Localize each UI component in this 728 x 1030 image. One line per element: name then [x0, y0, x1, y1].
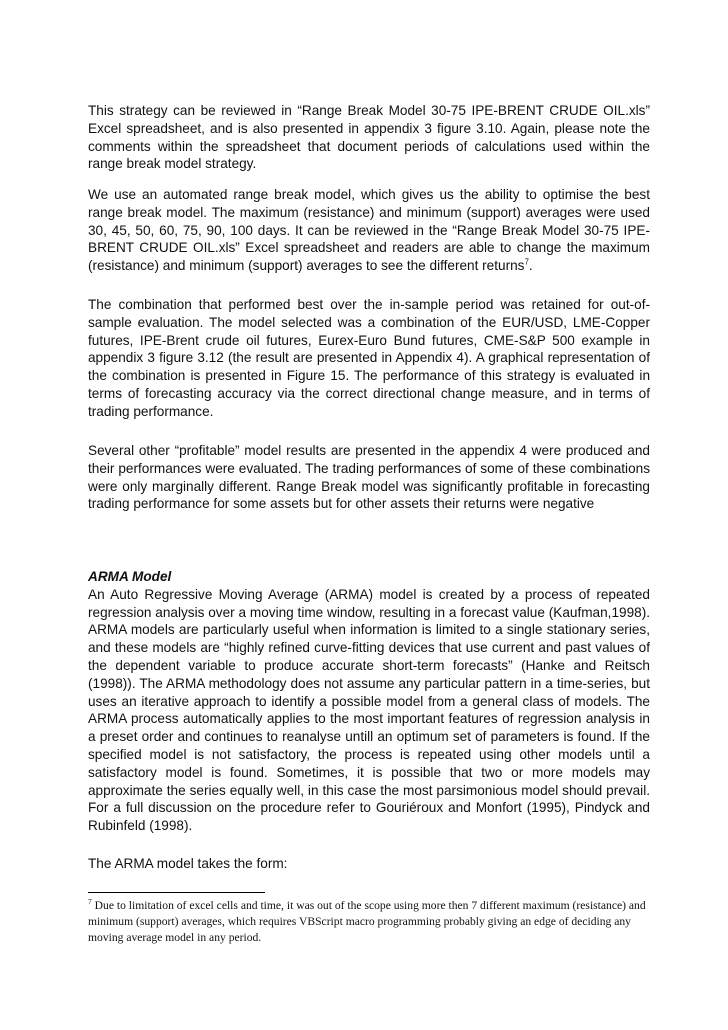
footnote-text: Due to limitation of excel cells and time, it was out of the scope using more then 7 different maximum (resistance) and minimum (support) averages, which requires VBScript macro programming probably giving an edge of deciding any moving average model in any period. [88, 899, 646, 944]
footnote-reference[interactable]: 7 [524, 257, 529, 267]
paragraph-end-punctuation: . [528, 258, 533, 274]
paragraph-arma-form: The ARMA model takes the form: [88, 856, 288, 871]
paragraph-automated-range-break-text: We use an automated range break model, which gives us the ability to optimise the best range break model. The maximum (resistance) and minimum (support) averages were used 30, 45, 50, 60, 75, 90, 100 days. It can be reviewed in the “Range Break Model 30-75 IPE-BRENT CRUDE OIL.xls” Excel spreadsheet and readers are able to change the maximum (resistance) and minimum (support) averages to see the different returns [88, 187, 650, 274]
paragraph-best-combination: The combination that performed best over the in-sample period was retained for out-of-sample evaluation. The model selected was a combination of the EUR/USD, LME-Copper futures, IPE-Brent crude oil futures, Eurex-Euro Bund futures, CME-S&P 500 example in appendix 3 figure 3.12 (the result are presented in Appendix 4). A graphical representation of the combination is presented in Figure 15. The performance of this strategy is evaluated in terms of forecasting accuracy via the correct directional change measure, and in terms of trading performance. [88, 297, 650, 419]
footnote-separator [88, 892, 265, 893]
footnote [88, 898, 650, 945]
footnote-number: 7 [88, 897, 92, 907]
section-arma [88, 568, 650, 835]
paragraph-profitable-results: Several other “profitable” model results are presented in the appendix 4 were produced and their performances were evaluated. The trading performances of some of these combinations were only marginally different. Range Break model was significantly profitable in forecasting trading performance for some assets but for other assets their returns were negative [88, 443, 650, 512]
paragraph-range-break-review: This strategy can be reviewed in “Range Break Model 30-75 IPE-BRENT CRUDE OIL.xls” Excel spreadsheet, and is also presented in appendix 3 figure 3.10. Again, please note the comments within the spreadsheet that document periods of calculations used within the range break model strategy. [88, 103, 650, 172]
arma-heading: ARMA Model [88, 569, 172, 584]
paragraph-automated-range-break [88, 186, 650, 275]
paragraph-arma-description: An Auto Regressive Moving Average (ARMA) model is created by a process of repeated regression analysis over a moving time window, resulting in a forecast value (Kaufman,1998). ARMA models are particularly useful when information is limited to a single stationary series, and these models are “highly refined curve-fitting devices that use current and past values of the dependent variable to produce accurate short-term forecasts” (Hanke and Reitsch (1998)). The ARMA methodology does not assume any particular pattern in a time-series, but uses an iterative approach to identify a possible model from a general class of models. The ARMA process automatically applies to the most important features of regression analysis in a preset order and continues to reanalyse untill an optimum set of parameters is found. If the specified model is not satisfactory, the process is repeated using other models until a satisfactory model is found. Sometimes, it is possible that two or more models may approximate the series equally well, in this case the most parsimonious model should prevail. For a full discussion on the procedure refer to Gouriéroux and Monfort (1995), Pindyck and Rubinfeld (1998). [88, 586, 650, 834]
